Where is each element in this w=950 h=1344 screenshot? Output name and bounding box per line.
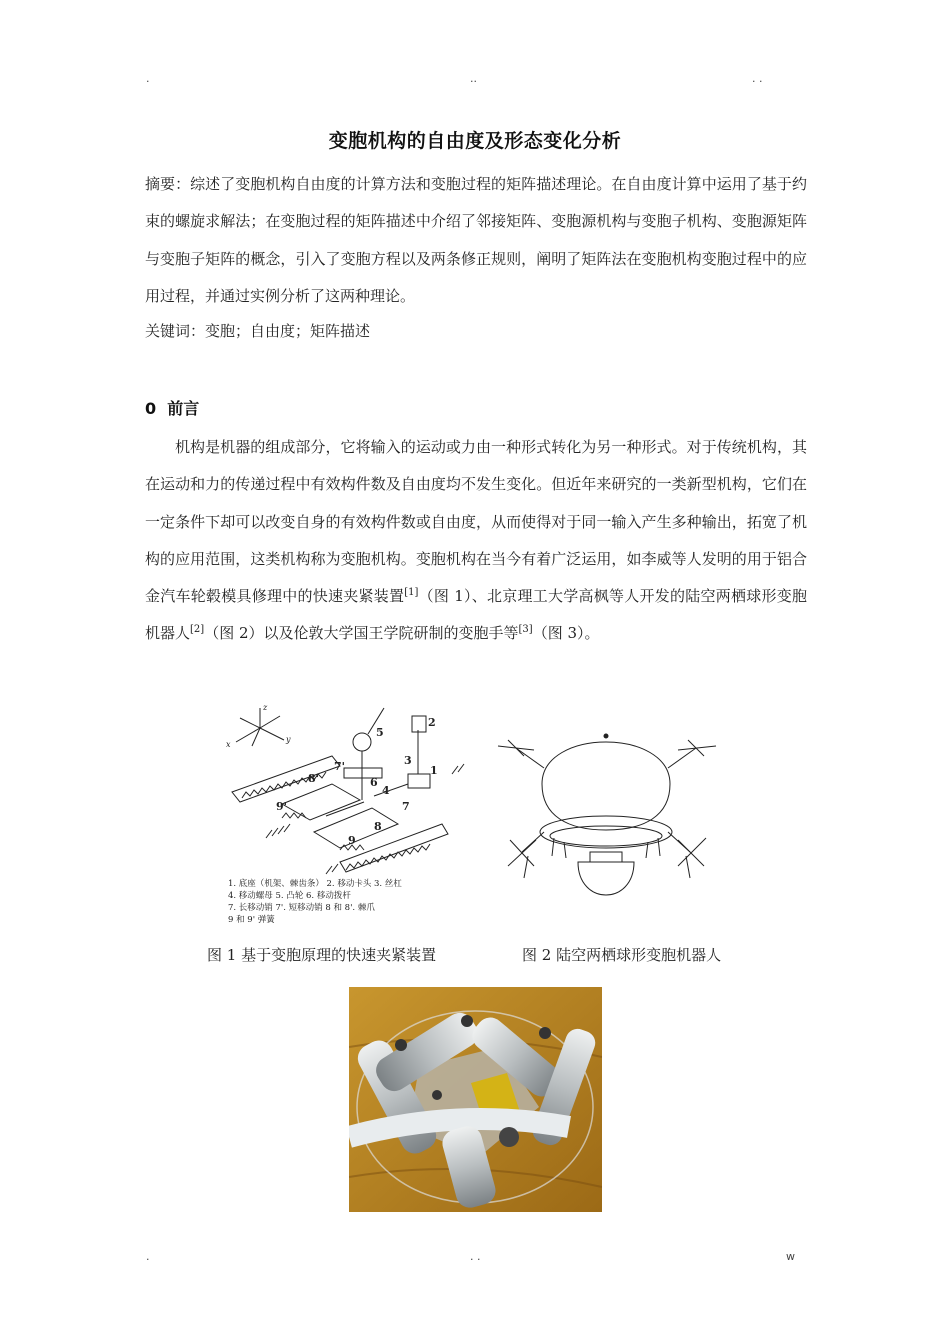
part-label-1: 1 [430,764,438,777]
part-label-7-prime: 7' [334,760,346,773]
part-label-7: 7 [402,800,410,813]
citation-1: [1] [404,587,419,599]
figure1-legend-line: 1. 底座（机架、棘齿条） 2. 移动卡头 3. 丝杠 [228,879,402,889]
keywords [145,320,370,341]
body-text-2: （图 1）、北京理工大学高枫等人开发的陆空两栖球形变胞机器人 [145,587,807,643]
part-label-9: 9 [348,834,356,847]
paper-title: 变胞机构的自由度及形态变化分析 [328,130,622,152]
figure1-caption: 图 1 基于变胞原理的快速夹紧装置 [207,946,437,964]
body-text-3: （图 2）以及伦敦大学国王学院研制的变胞手等 [204,624,519,643]
citation-2: [2] [190,624,205,636]
body-text-4: （图 3）。 [532,624,600,643]
footer-mark-center: . . [470,1250,481,1263]
section-number: 0 [145,399,157,418]
figure1-legend-line: 4. 移动螺母 5. 凸轮 6. 移动拨杆 [228,891,351,901]
part-label-9-prime: 9' [276,800,288,813]
header-mark-left: . [146,72,150,85]
keywords-label: 关键词： [145,322,206,340]
axis-x-label: x [226,740,231,749]
part-label-6: 6 [370,776,378,789]
axis-y-label: y [286,735,291,744]
citation-3: [3] [518,624,533,636]
axis-z-label: z [263,703,268,712]
part-label-2: 2 [428,716,436,729]
body-text-1: 机构是机器的组成部分，它将输入的运动或力由一种形式转化为另一种形式。对于传统机构，其在运动和力的传递过程中有效构件数及自由度均不发生变化。但近年来研究的一类新型机构，它们在一定条件下却可以改变自身的有效构件数或自由度，从而使得对于同一输入产生多种输出，拓宽了机构的应用范围，这类机构称为变胞机构。变胞机构在当今有着广泛运用，如李威等人发明的用于铝合金汽车轮毂模具修理中的快速夹紧装置 [145,438,807,606]
figure3-metamorphic-hand-photo [349,987,602,1212]
body-paragraph [145,429,807,653]
section-heading [145,396,199,419]
header-mark-center: .. [470,72,477,85]
figure2-robot-drawing [494,706,720,914]
abstract-text: 综述了变胞机构自由度的计算方法和变胞过程的矩阵描述理论。在自由度计算中运用了基于约束的螺旋求解法；在变胞过程的矩阵描述中介绍了邻接矩阵、变胞源机构与变胞子机构、变胞源矩阵与变胞子矩阵的概念，引入了变胞方程以及两条修正规则，阐明了矩阵法在变胞机构变胞过程中的应用过程，并通过实例分析了这两种理论。 [145,175,807,305]
figure1-legend-line: 7. 长移动销 7'. 短移动销 8 和 8'. 棘爪 [228,903,375,913]
keywords-text: 变胞；自由度；矩阵描述 [205,322,371,340]
footer-mark-right: w [786,1250,795,1263]
abstract [145,166,807,315]
figure2-caption: 图 2 陆空两栖球形变胞机器人 [522,946,722,964]
figure1-legend-line: 9 和 9' 弹簧 [228,915,275,925]
abstract-label: 摘要： [145,175,191,193]
part-label-4: 4 [382,784,390,797]
header-mark-right: . . [752,72,763,85]
figure1-mechanism-diagram [222,700,472,930]
part-label-3: 3 [404,754,412,767]
part-label-5: 5 [376,726,384,739]
footer-mark-left: . [146,1250,150,1263]
section-title: 前言 [167,399,200,418]
part-label-8-prime: 8' [308,772,320,785]
part-label-8: 8 [374,820,382,833]
